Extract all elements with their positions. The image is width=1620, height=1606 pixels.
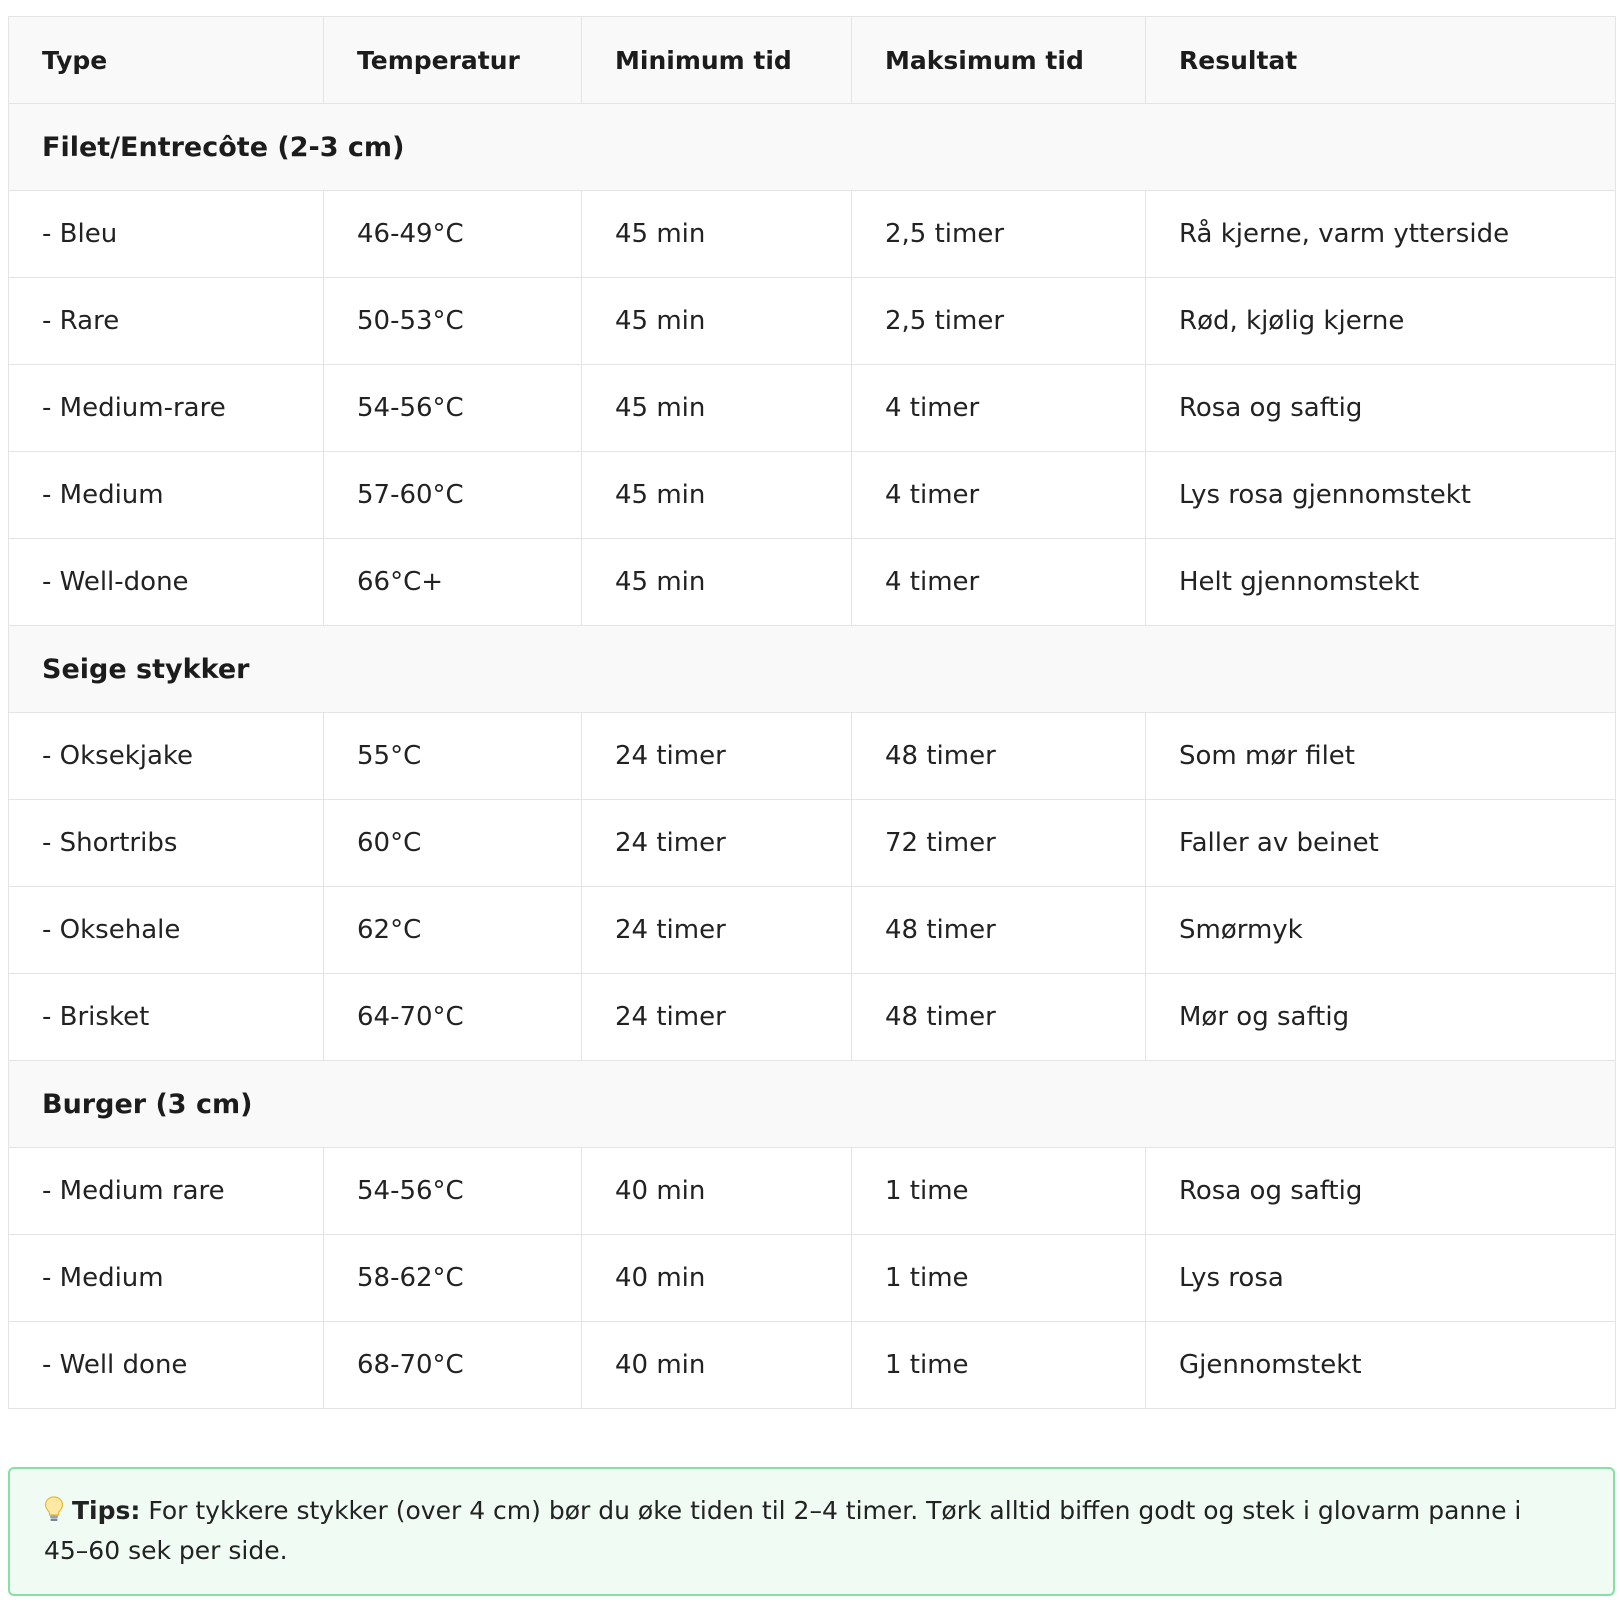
cell-type: - Medium rare <box>9 1148 324 1235</box>
cell-type: - Rare <box>9 278 324 365</box>
table-row <box>9 1235 1616 1322</box>
cell-max-time: 1 time <box>852 1235 1146 1322</box>
tip-box <box>8 1467 1615 1596</box>
cooking-table-container <box>8 16 1615 1409</box>
cell-type: - Medium <box>9 1235 324 1322</box>
cell-temperature: 50-53°C <box>324 278 582 365</box>
table-row <box>9 1148 1616 1235</box>
cell-type: - Oksekjake <box>9 713 324 800</box>
cell-max-time: 2,5 timer <box>852 191 1146 278</box>
cell-temperature: 64-70°C <box>324 974 582 1061</box>
table-row <box>9 887 1616 974</box>
cell-result: Som mør filet <box>1146 713 1616 800</box>
header-type: Type <box>9 17 324 104</box>
cell-max-time: 48 timer <box>852 713 1146 800</box>
table-row <box>9 278 1616 365</box>
cell-min-time: 45 min <box>582 191 852 278</box>
group-title: Filet/Entrecôte (2-3 cm) <box>9 104 1616 191</box>
cell-max-time: 72 timer <box>852 800 1146 887</box>
cell-min-time: 24 timer <box>582 974 852 1061</box>
cell-temperature: 62°C <box>324 887 582 974</box>
cell-max-time: 2,5 timer <box>852 278 1146 365</box>
cell-result: Rosa og saftig <box>1146 1148 1616 1235</box>
cell-temperature: 54-56°C <box>324 365 582 452</box>
cell-max-time: 1 time <box>852 1322 1146 1409</box>
cell-max-time: 48 timer <box>852 887 1146 974</box>
cell-temperature: 60°C <box>324 800 582 887</box>
cell-result: Lys rosa gjennomstekt <box>1146 452 1616 539</box>
cell-temperature: 66°C+ <box>324 539 582 626</box>
cell-max-time: 4 timer <box>852 539 1146 626</box>
header-max-time: Maksimum tid <box>852 17 1146 104</box>
cell-type: - Bleu <box>9 191 324 278</box>
table-header-row <box>9 17 1616 104</box>
cell-min-time: 40 min <box>582 1148 852 1235</box>
cell-min-time: 45 min <box>582 452 852 539</box>
cell-temperature: 68-70°C <box>324 1322 582 1409</box>
cell-result: Helt gjennomstekt <box>1146 539 1616 626</box>
cell-result: Lys rosa <box>1146 1235 1616 1322</box>
cell-min-time: 24 timer <box>582 800 852 887</box>
header-result: Resultat <box>1146 17 1616 104</box>
cell-type: - Oksehale <box>9 887 324 974</box>
group-header-row <box>9 1061 1616 1148</box>
cell-max-time: 4 timer <box>852 452 1146 539</box>
cell-result: Mør og saftig <box>1146 974 1616 1061</box>
tip-label: Tips: <box>72 1496 141 1525</box>
table-row <box>9 452 1616 539</box>
cell-result: Rosa og saftig <box>1146 365 1616 452</box>
cell-min-time: 45 min <box>582 539 852 626</box>
cell-min-time: 24 timer <box>582 887 852 974</box>
cell-max-time: 1 time <box>852 1148 1146 1235</box>
cell-min-time: 45 min <box>582 365 852 452</box>
cell-type: - Medium <box>9 452 324 539</box>
group-header-row <box>9 104 1616 191</box>
cell-type: - Well-done <box>9 539 324 626</box>
cell-result: Smørmyk <box>1146 887 1616 974</box>
sous-vide-table <box>8 16 1616 1409</box>
cell-temperature: 57-60°C <box>324 452 582 539</box>
table-body <box>9 104 1616 1409</box>
table-row <box>9 1322 1616 1409</box>
cell-result: Rå kjerne, varm ytterside <box>1146 191 1616 278</box>
cell-temperature: 58-62°C <box>324 1235 582 1322</box>
group-title: Burger (3 cm) <box>9 1061 1616 1148</box>
cell-type: - Shortribs <box>9 800 324 887</box>
cell-max-time: 4 timer <box>852 365 1146 452</box>
table-row <box>9 191 1616 278</box>
cell-temperature: 55°C <box>324 713 582 800</box>
cell-result: Rød, kjølig kjerne <box>1146 278 1616 365</box>
cell-min-time: 40 min <box>582 1235 852 1322</box>
cell-min-time: 24 timer <box>582 713 852 800</box>
cell-type: - Medium-rare <box>9 365 324 452</box>
table-row <box>9 974 1616 1061</box>
table-row <box>9 539 1616 626</box>
cell-type: - Well done <box>9 1322 324 1409</box>
header-temperature: Temperatur <box>324 17 582 104</box>
cell-min-time: 40 min <box>582 1322 852 1409</box>
table-row <box>9 713 1616 800</box>
group-header-row <box>9 626 1616 713</box>
cell-min-time: 45 min <box>582 278 852 365</box>
table-row <box>9 365 1616 452</box>
cell-result: Gjennomstekt <box>1146 1322 1616 1409</box>
cell-max-time: 48 timer <box>852 974 1146 1061</box>
cell-temperature: 54-56°C <box>324 1148 582 1235</box>
cell-type: - Brisket <box>9 974 324 1061</box>
tip-text: For tykkere stykker (over 4 cm) bør du øke tiden til 2–4 timer. Tørk alltid biffen godt og stek i glovarm panne i 45–60 sek per side. <box>44 1496 1522 1565</box>
cell-result: Faller av beinet <box>1146 800 1616 887</box>
group-title: Seige stykker <box>9 626 1616 713</box>
cell-temperature: 46-49°C <box>324 191 582 278</box>
table-row <box>9 800 1616 887</box>
lightbulb-icon <box>44 1496 64 1522</box>
header-min-time: Minimum tid <box>582 17 852 104</box>
